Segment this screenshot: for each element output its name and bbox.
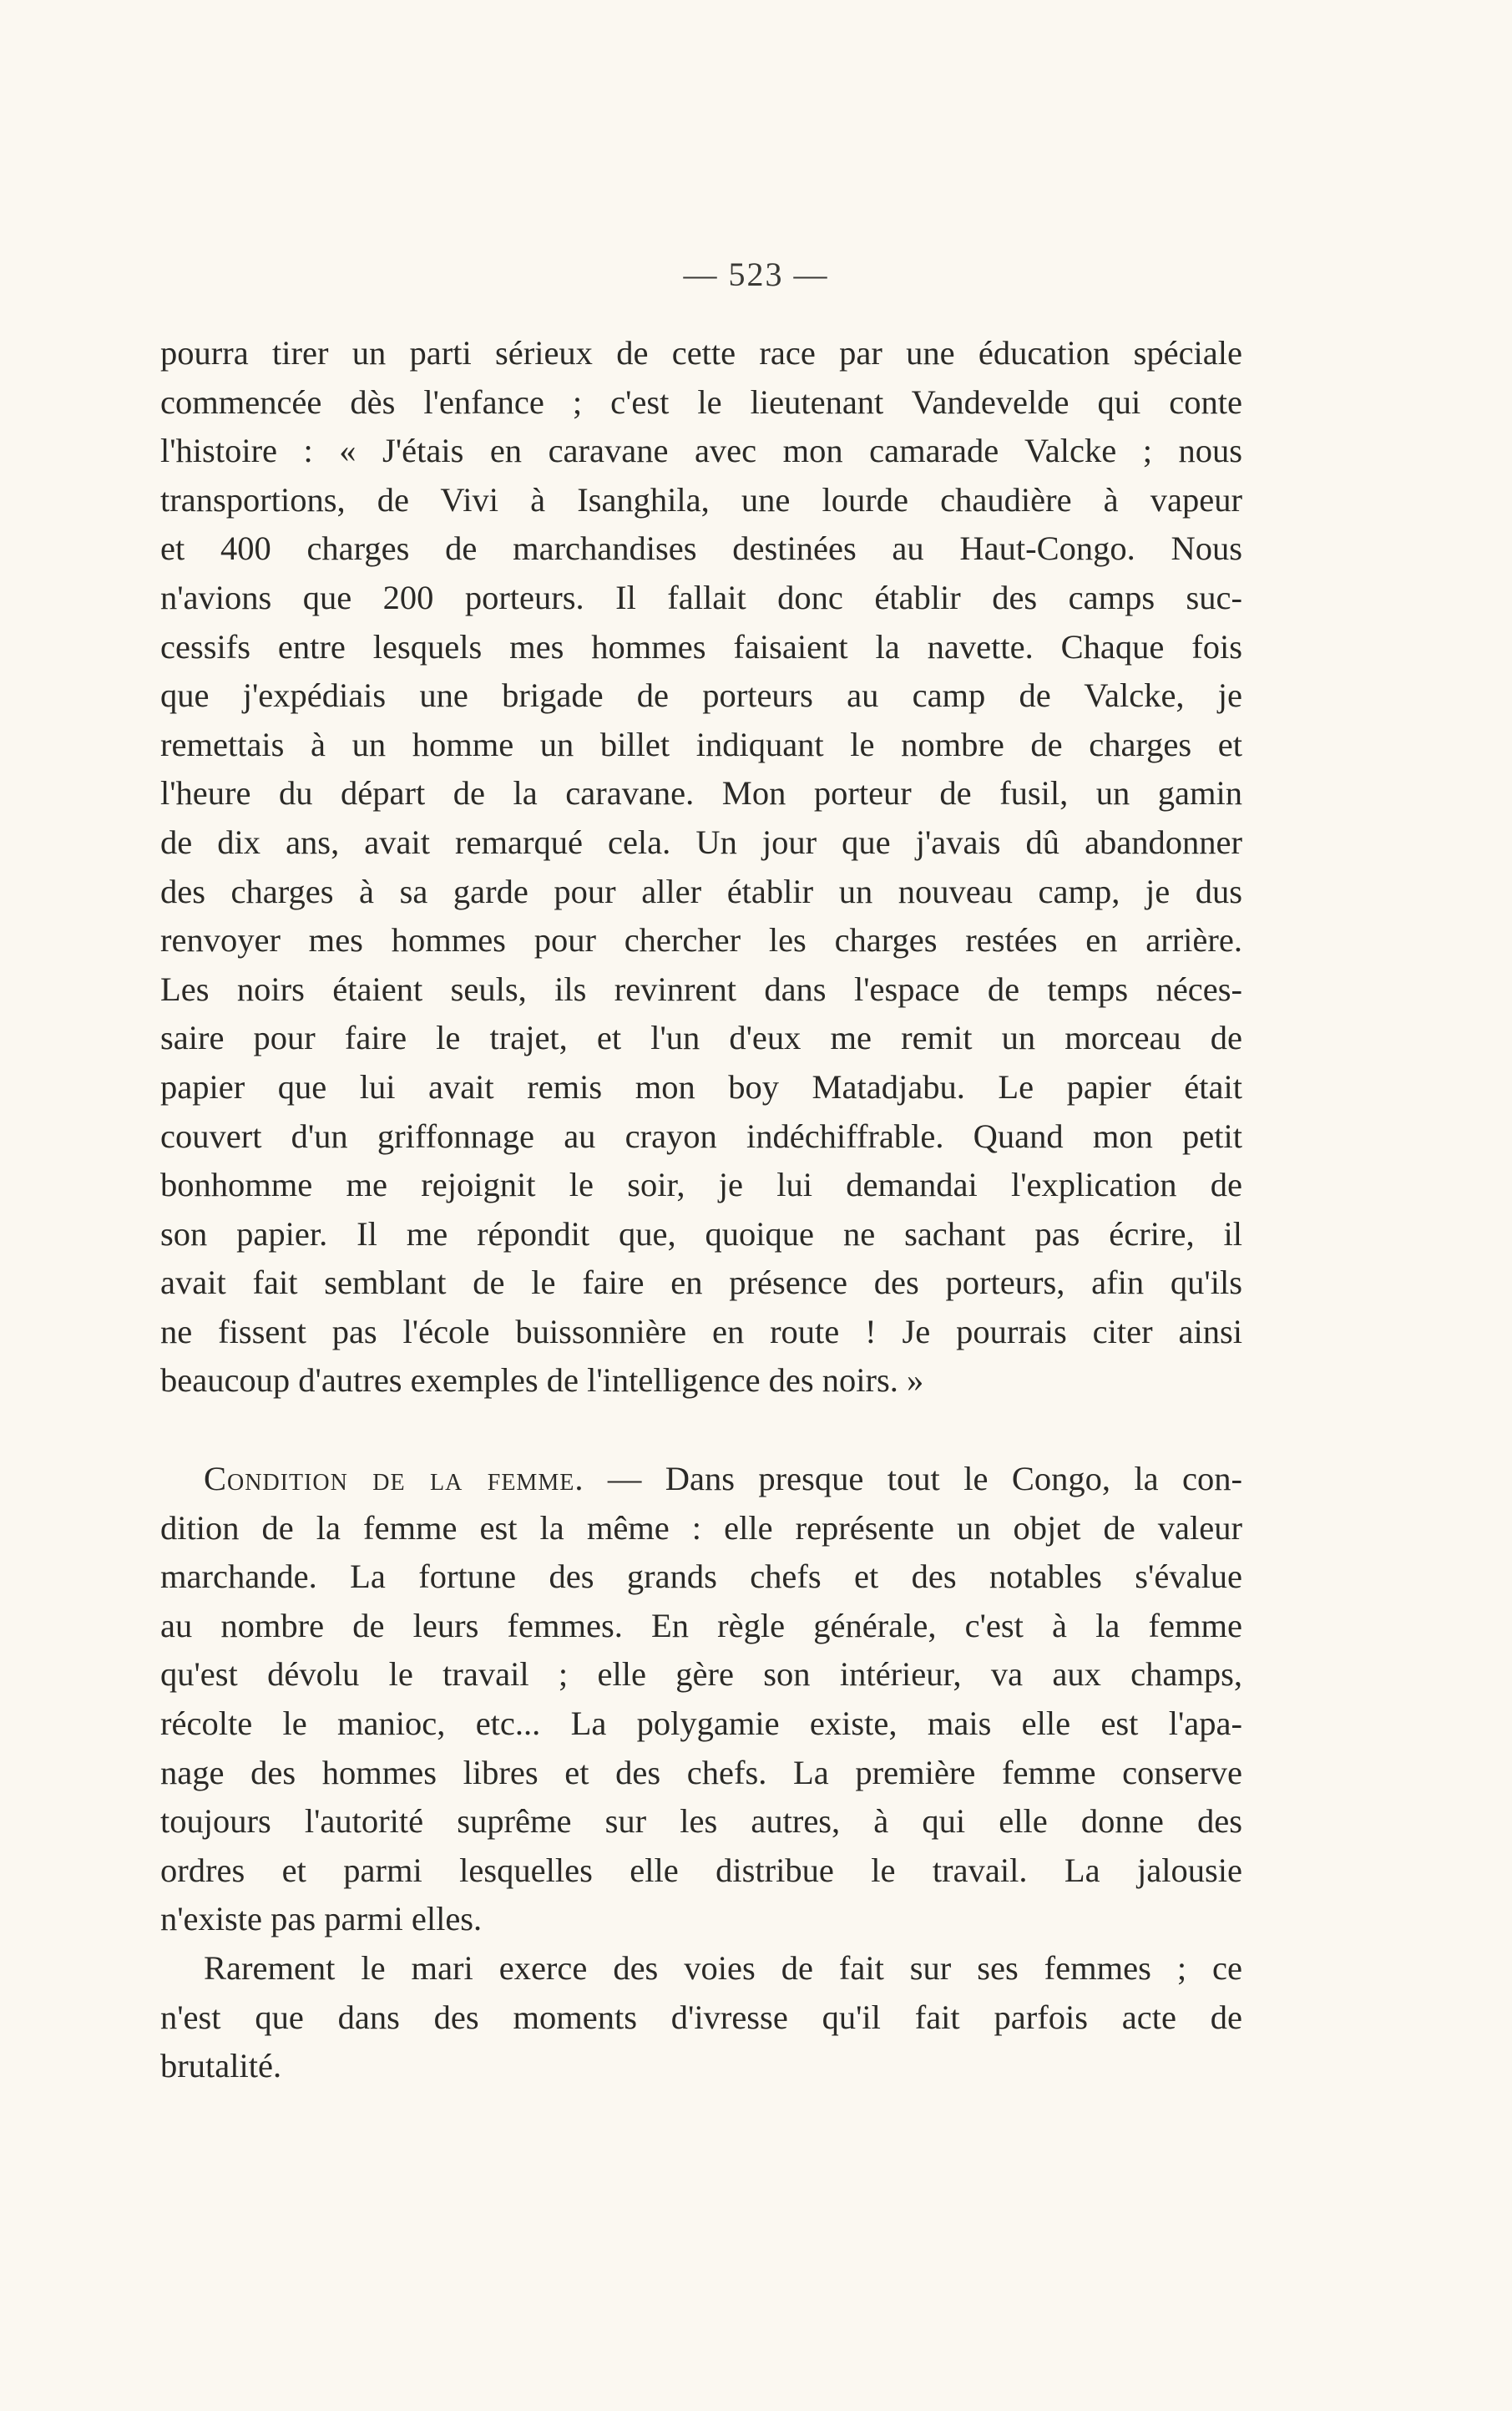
text-line: papier que lui avait remis mon boy Matadjabu. Le papier était xyxy=(160,1067,1242,1106)
text-line: ne fissent pas l'école buissonnière en route ! Je pourrais citer ainsi xyxy=(160,1312,1242,1350)
heading-line-rest: — Dans presque tout le Congo, la con- xyxy=(584,1460,1242,1498)
text-line: couvert d'un griffonnage au crayon indéchiffrable. Quand mon petit xyxy=(160,1117,1242,1155)
paragraph-spacer xyxy=(160,1406,1242,1455)
page-body xyxy=(160,329,1242,2091)
text-line: et 400 charges de marchandises destinées au Haut-Congo. Nous xyxy=(160,529,1242,568)
text-line: Rarement le mari exerce des voies de fait sur ses femmes ; ce xyxy=(204,1949,1242,1987)
text-line: bonhomme me rejoignit le soir, je lui demandai l'explication de xyxy=(160,1166,1242,1204)
text-line: renvoyer mes hommes pour chercher les charges restées en arrière. xyxy=(160,921,1242,960)
text-line: transportions, de Vivi à Isanghila, une lourde chaudière à vapeur xyxy=(160,480,1242,519)
text-line: n'existe pas parmi elles. xyxy=(160,1900,483,1938)
text-line: commencée dès l'enfance ; c'est le lieutenant Vandevelde qui conte xyxy=(160,382,1242,421)
text-line-with-heading xyxy=(160,1455,1242,1504)
paragraph-condition-femme xyxy=(160,1455,1242,1944)
text-line: ordres et parmi lesquelles elle distribue le travail. La jalousie xyxy=(160,1851,1242,1889)
text-line: toujours l'autorité suprême sur les autres, à qui elle donne des xyxy=(160,1802,1242,1841)
text-line: n'est que dans des moments d'ivresse qu'il fait parfois acte de xyxy=(160,1998,1242,2036)
text-line: marchande. La fortune des grands chefs et des notables s'évalue xyxy=(160,1558,1242,1596)
section-heading: Condition de la femme. xyxy=(204,1460,584,1498)
paragraph-brutalite xyxy=(160,1944,1242,2091)
text-line: qu'est dévolu le travail ; elle gère son intérieur, va aux champs, xyxy=(160,1655,1242,1694)
text-line: pourra tirer un parti sérieux de cette race par une éducation spéciale xyxy=(160,334,1242,372)
text-line: l'heure du départ de la caravane. Mon porteur de fusil, un gamin xyxy=(160,774,1242,813)
text-line: saire pour faire le trajet, et l'un d'eux me remit un morceau de xyxy=(160,1019,1242,1057)
text-line: son papier. Il me répondit que, quoique ne sachant pas écrire, il xyxy=(160,1214,1242,1253)
text-line: de dix ans, avait remarqué cela. Un jour que j'avais dû abandonner xyxy=(160,823,1242,861)
text-line: nage des hommes libres et des chefs. La première femme conserve xyxy=(160,1753,1242,1791)
text-line: des charges à sa garde pour aller établir un nouveau camp, je dus xyxy=(160,872,1242,910)
text-line: beaucoup d'autres exemples de l'intelligence des noirs. » xyxy=(160,1361,924,1400)
text-line: n'avions que 200 porteurs. Il fallait donc établir des camps suc- xyxy=(160,578,1242,616)
text-line: Les noirs étaient seuls, ils revinrent dans l'espace de temps néces- xyxy=(160,970,1242,1008)
text-line: avait fait semblant de le faire en présence des porteurs, afin qu'ils xyxy=(160,1264,1242,1302)
text-line: l'histoire : « J'étais en caravane avec mon camarade Valcke ; nous xyxy=(160,432,1242,470)
text-line: brutalité. xyxy=(160,2047,282,2085)
text-line: remettais à un homme un billet indiquant le nombre de charges et xyxy=(160,725,1242,763)
text-line: récolte le manioc, etc... La polygamie existe, mais elle est l'apa- xyxy=(160,1704,1242,1743)
text-line: que j'expédiais une brigade de porteurs au camp de Valcke, je xyxy=(160,676,1242,715)
text-line: cessifs entre lesquels mes hommes faisaient la navette. Chaque fois xyxy=(160,627,1242,666)
paragraph-anecdote xyxy=(160,329,1242,1406)
text-line: dition de la femme est la même : elle représente un objet de valeur xyxy=(160,1508,1242,1547)
text-line: au nombre de leurs femmes. En règle générale, c'est à la femme xyxy=(160,1606,1242,1644)
page-number: — 523 — xyxy=(683,256,829,293)
